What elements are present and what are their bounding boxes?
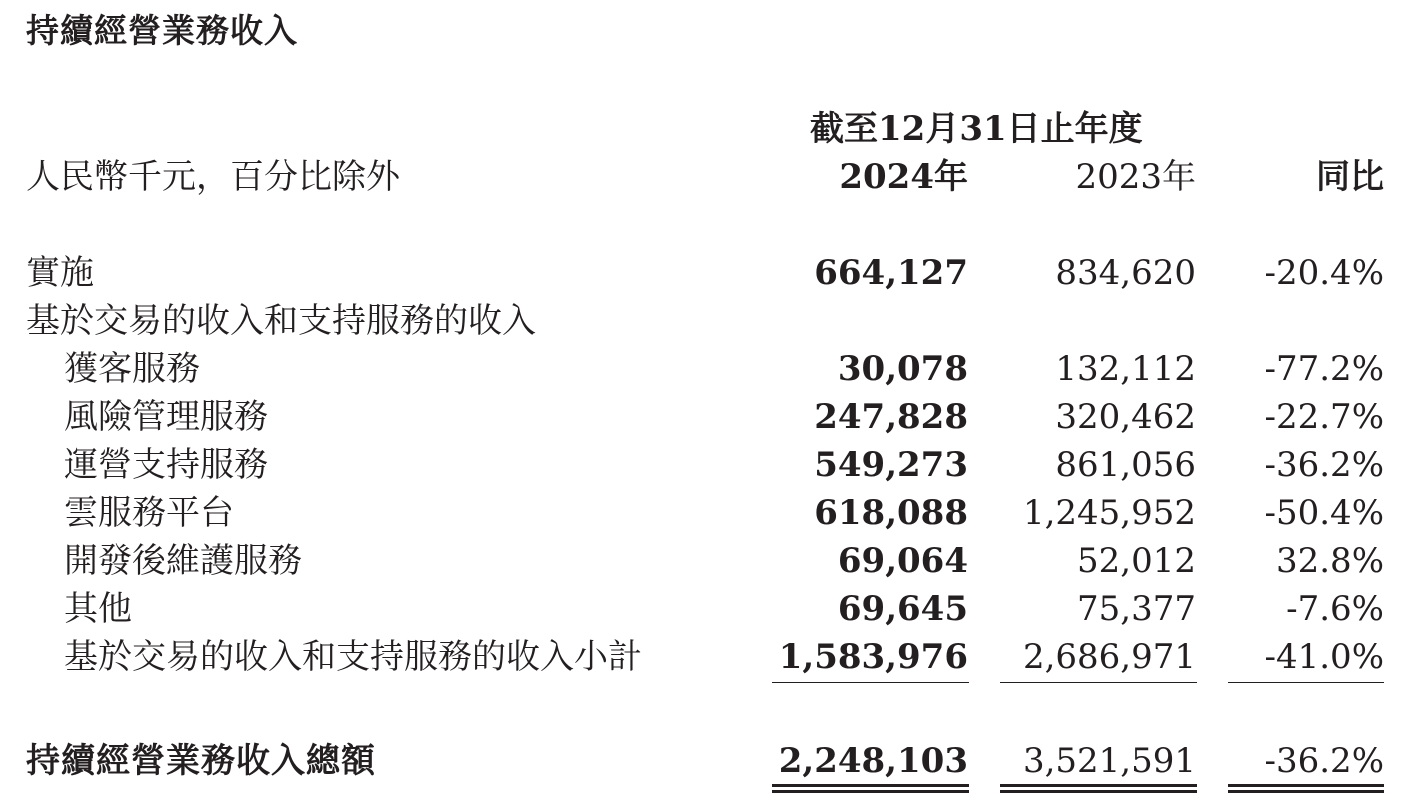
value-yoy: -36.2% [1264,741,1384,781]
row-label: 基於交易的收入和支持服務的收入小計 [64,637,642,677]
row-label: 風險管理服務 [64,397,268,437]
total-double-rule-2023 [1000,784,1197,793]
unit-note: 人民幣千元，百分比除外 [26,157,400,197]
value-2024: 69,645 [837,589,968,629]
value-2023: 834,620 [1055,253,1196,293]
total-double-rule-yoy [1228,784,1384,793]
value-yoy: 32.8% [1275,541,1384,581]
total-row [0,741,1414,792]
subtotal-row [0,637,1414,688]
subtotal-rule-2023 [1000,682,1197,683]
value-2023: 1,245,952 [1022,493,1196,533]
value-yoy: -7.6% [1286,589,1384,629]
value-2023: 75,377 [1077,589,1196,629]
value-2024: 69,064 [837,541,968,581]
value-2024: 1,583,976 [778,637,968,677]
table-row [0,493,1414,544]
row-label: 運營支持服務 [64,445,268,485]
table-row [0,349,1414,400]
row-label: 持續經營業務收入總額 [26,741,376,781]
value-yoy: -20.4% [1264,253,1384,293]
value-2024: 2,248,103 [778,741,968,781]
column-header-2023: 2023年 [1075,157,1196,197]
value-yoy: -22.7% [1264,397,1384,437]
value-2024: 247,828 [814,397,968,437]
value-yoy: -50.4% [1264,493,1384,533]
section-title: 持續經營業務收入 [26,11,298,50]
value-2024: 30,078 [837,349,968,389]
value-2024: 618,088 [814,493,968,533]
table-row [0,253,1414,304]
period-header: 截至12月31日止年度 [810,109,1143,149]
value-2023: 320,462 [1055,397,1196,437]
value-yoy: -36.2% [1264,445,1384,485]
value-2023: 52,012 [1077,541,1196,581]
value-2024: 664,127 [814,253,968,293]
row-label: 開發後維護服務 [64,541,302,581]
row-label: 基於交易的收入和支持服務的收入 [26,301,536,341]
table-row [0,541,1414,592]
value-2024: 549,273 [814,445,968,485]
value-yoy: -77.2% [1264,349,1384,389]
table-row [0,445,1414,496]
value-yoy: -41.0% [1264,637,1384,677]
row-label: 雲服務平台 [64,493,234,533]
table-row [0,397,1414,448]
table-row [0,301,1414,352]
row-label: 獲客服務 [64,349,200,389]
row-label: 實施 [26,253,94,293]
column-header-2024: 2024年 [839,157,968,197]
total-double-rule-2024 [772,784,969,793]
value-2023: 2,686,971 [1022,637,1196,677]
subtotal-rule-2024 [772,682,969,683]
value-2023: 861,056 [1055,445,1196,485]
subtotal-rule-yoy [1228,682,1384,683]
row-label: 其他 [64,589,132,629]
value-2023: 132,112 [1055,349,1196,389]
table-row [0,589,1414,640]
value-2023: 3,521,591 [1022,741,1196,781]
column-header-yoy: 同比 [1316,157,1384,197]
